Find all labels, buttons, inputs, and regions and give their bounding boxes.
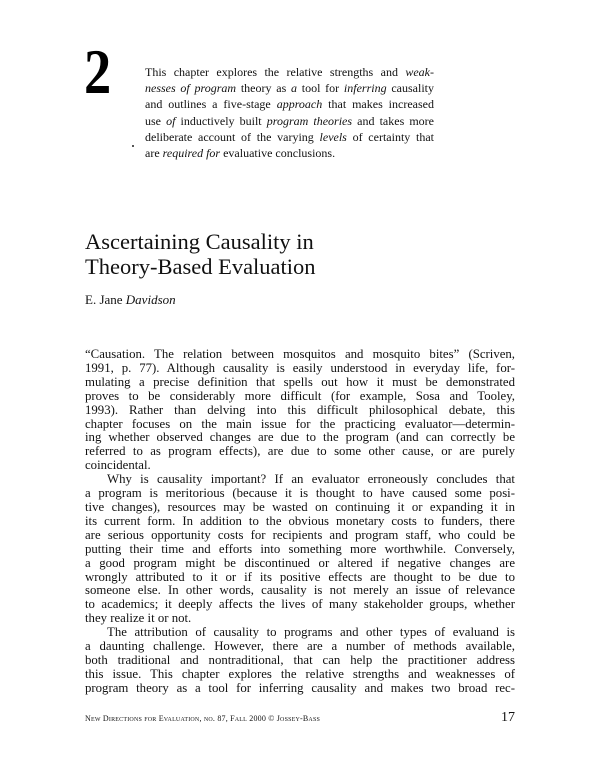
abstract-text: are [145, 146, 163, 161]
abstract-italic-text: weak- [405, 65, 434, 79]
body-line: a program is meritorious (because it is thought to have caused some posi- [85, 486, 515, 501]
author-name [85, 292, 176, 308]
abstract-text: of certainty that [346, 129, 434, 144]
body-line: a daunting challenge. However, there are a number of methods available, [85, 639, 515, 654]
body-line: chapter focuses on the main issue for the practicing evaluator—determin- [85, 416, 515, 431]
chapter-abstract [145, 64, 434, 161]
abstract-italic-text: nesses of program [145, 81, 237, 96]
abstract-text: that makes increased [322, 97, 434, 112]
body-line: 1993). Rather than delving into this difficult philosophical debate, this [85, 402, 515, 417]
body-line: to academics; it deeply affects the lives of many stakeholder groups, whether [85, 597, 515, 612]
chapter-title [85, 229, 316, 279]
body-line: “Causation. The relation between mosquitos and mosquito bites” (Scriven, [85, 347, 515, 361]
abstract-italic-text: a [291, 81, 297, 96]
abstract-line [145, 96, 434, 112]
abstract-text: inductively built [175, 113, 267, 128]
abstract-text: and takes more [352, 113, 434, 128]
body-line: 1991, p. 77). Although causality is easily understood in everyday life, for- [85, 360, 515, 375]
body-line: are serious opportunity costs for recipients and program staff, who could be [85, 527, 515, 542]
body-line: referred to as program effects), are due to some other cause, or are purely [85, 444, 515, 459]
body-line: coincidental. [85, 458, 151, 473]
abstract-text: deliberate account of the varying [145, 129, 320, 144]
body-line: Why is causality important? If an evaluator erroneously concludes that [107, 472, 515, 487]
abstract-text: theory as [236, 81, 291, 96]
body-line: a good program might be discontinued or altered if negative changes are [85, 555, 515, 570]
footer-source: New Directions for Evaluation, no. 87, Fall 2000 © Jossey-Bass [85, 714, 321, 723]
abstract-italic-text: levels [319, 129, 347, 144]
page-footer [85, 710, 515, 726]
abstract-text: tool for [297, 81, 344, 96]
chapter-number: 2 [84, 36, 112, 107]
abstract-italic-text: required for [162, 146, 221, 161]
body-line: they realize it or not. [85, 611, 192, 626]
abstract-line [145, 129, 434, 145]
abstract-italic-text: approach [276, 97, 323, 112]
body-text [85, 348, 515, 696]
body-line: proves to be considerably more difficult (for example, Sosa and Tooley, [85, 388, 515, 403]
body-line: both traditional and nontraditional, that can help the practitioner address [85, 652, 515, 667]
abstract-text: evaluative conclusions. [220, 146, 336, 161]
body-line: wrongly attributed to it or if its positive effects are thought to be due to [85, 569, 515, 584]
body-line: someone else. In other words, causality is not merely an issue of relevance [85, 583, 515, 598]
body-line: putting their time and efforts into something more worthwhile. Conversely, [85, 541, 515, 556]
body-line: this issue. This chapter explores the relative strengths and weaknesses of [85, 666, 515, 681]
abstract-line [145, 113, 434, 129]
abstract-line [145, 80, 434, 96]
author-last-name: Davidson [125, 292, 176, 307]
page-number: 17 [501, 710, 515, 725]
abstract-italic-text: of [166, 113, 176, 128]
body-line: The attribution of causality to programs and other types of evaluand is [107, 625, 515, 640]
abstract-text: and outlines a five-stage [145, 97, 277, 112]
abstract-text: This chapter explores the relative strengths and [145, 65, 406, 79]
abstract-italic-text: program theories [266, 113, 353, 128]
chapter-title-line-1: Ascertaining Causality in [85, 229, 314, 254]
abstract-line [145, 145, 434, 161]
body-line: program theory as a tool for inferring causality and makes two broad rec- [85, 680, 515, 695]
author-first-name: E. Jane [85, 292, 123, 307]
chapter-title-line-2: Theory-Based Evaluation [85, 254, 316, 279]
abstract-marker-dot [132, 145, 134, 147]
body-line: ing whether observed changes are due to the program (and can correctly be [85, 430, 515, 445]
body-line: mulating a precise definition that spells out how it must be demonstrated [85, 374, 515, 389]
body-line: tive changes), resources may be wasted on continuing it or expanding it in [85, 499, 515, 514]
abstract-text: causality [386, 81, 434, 96]
abstract-italic-text: inferring [343, 81, 387, 96]
body-line: its current form. In addition to the obvious monetary costs to funders, there [85, 513, 515, 528]
abstract-text: use [145, 113, 167, 128]
abstract-line [145, 64, 434, 80]
